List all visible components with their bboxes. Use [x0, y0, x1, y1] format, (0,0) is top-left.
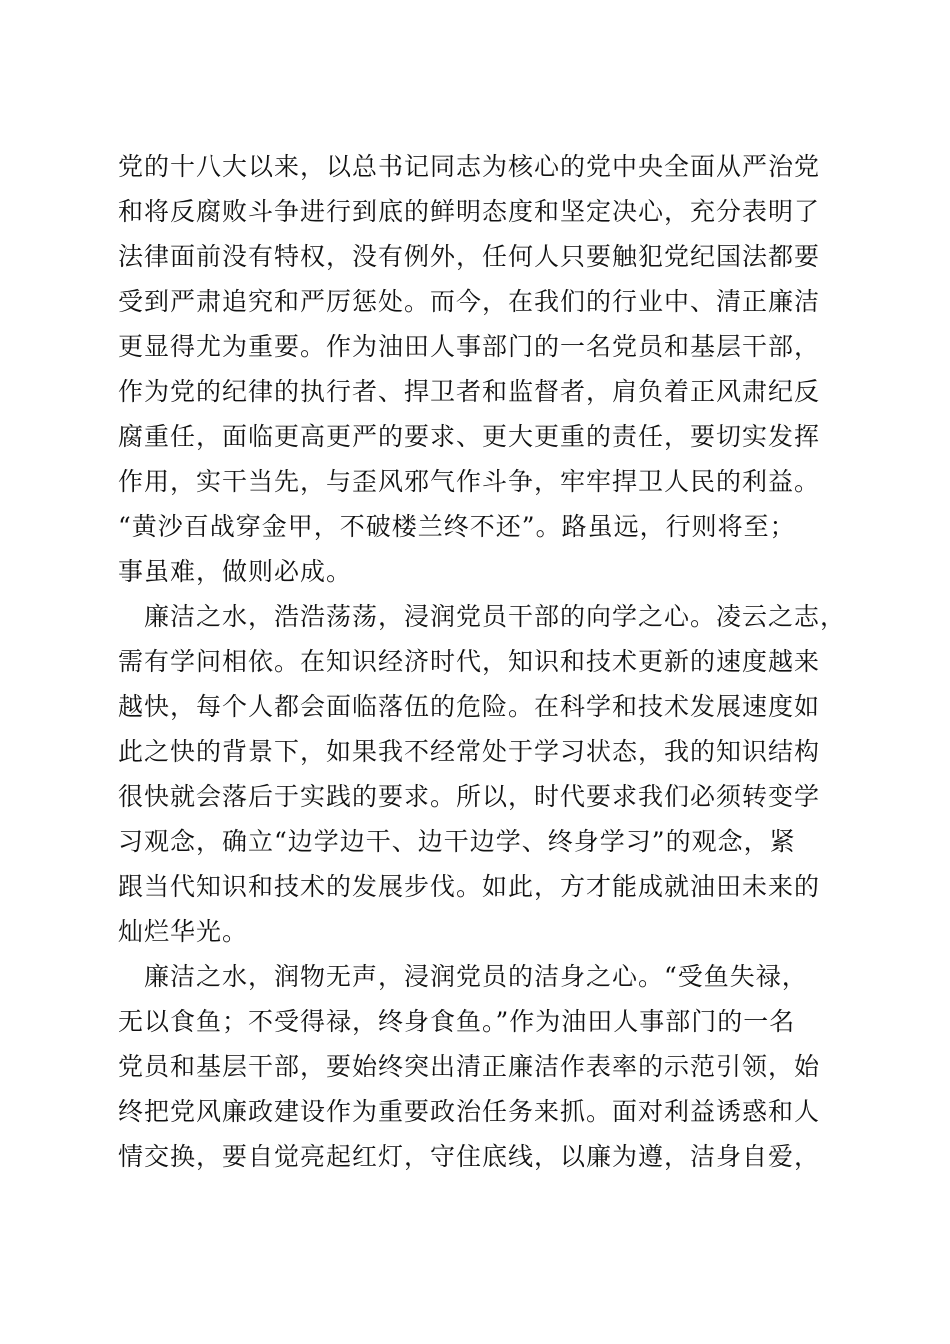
text-line: 无以食鱼；不受得禄，终身食鱼。”作为油田人事部门的一名 — [118, 1007, 796, 1036]
document-body — [118, 144, 847, 1179]
text-line: 作用，实干当先，与歪风邪气作斗争，牢牢捍卫人民的利益。 — [118, 467, 821, 496]
text-line: 廉洁之水，浩浩荡荡，浸润党员干部的向学之心。凌云之志， — [118, 602, 847, 631]
text-line: 和将反腐败斗争进行到底的鲜明态度和坚定决心，充分表明了 — [118, 197, 821, 226]
text-line: 法律面前没有特权，没有例外，任何人只要触犯党纪国法都要 — [118, 242, 821, 271]
text-line: 终把党风廉政建设作为重要政治任务来抓。面对利益诱惑和人 — [118, 1097, 821, 1126]
text-line: 此之快的背景下，如果我不经常处于学习状态，我的知识结构 — [118, 737, 821, 766]
text-line: 党的十八大以来，以总书记同志为核心的党中央全面从严治党 — [118, 152, 821, 181]
text-line: 跟当代知识和技术的发展步伐。如此，方才能成就油田未来的 — [118, 872, 821, 901]
text-line: 受到严肃追究和严厉惩处。而今，在我们的行业中、清正廉洁 — [118, 287, 821, 316]
text-line: 更显得尤为重要。作为油田人事部门的一名党员和基层干部， — [118, 332, 821, 361]
text-line: 情交换，要自觉亮起红灯，守住底线，以廉为遵，洁身自爱， — [118, 1142, 821, 1171]
text-line: 越快，每个人都会面临落伍的危险。在科学和技术发展速度如 — [118, 692, 821, 721]
text-line: 廉洁之水，润物无声，浸润党员的洁身之心。“受鱼失禄， — [118, 962, 808, 991]
text-line: 需有学问相依。在知识经济时代，知识和技术更新的速度越来 — [118, 647, 821, 676]
paragraph-1 — [118, 144, 830, 594]
text-line: 作为党的纪律的执行者、捍卫者和监督者，肩负着正风肃纪反 — [118, 377, 821, 406]
text-line: 事虽难，做则必成。 — [118, 557, 353, 586]
paragraph-2 — [118, 594, 847, 954]
paragraph-3 — [118, 954, 830, 1179]
text-line: 习观念，确立“边学边干、边干边学、终身学习”的观念，紧 — [118, 827, 796, 856]
text-line: 腐重任，面临更高更严的要求、更大更重的责任，要切实发挥 — [118, 422, 821, 451]
text-line: 很快就会落后于实践的要求。所以，时代要求我们必须转变学 — [118, 782, 821, 811]
text-line: 灿烂华光。 — [118, 917, 249, 946]
text-line: “黄沙百战穿金甲，不破楼兰终不还”。路虽远，行则将至； — [118, 512, 796, 541]
text-line: 党员和基层干部，要始终突出清正廉洁作表率的示范引领，始 — [118, 1052, 821, 1081]
